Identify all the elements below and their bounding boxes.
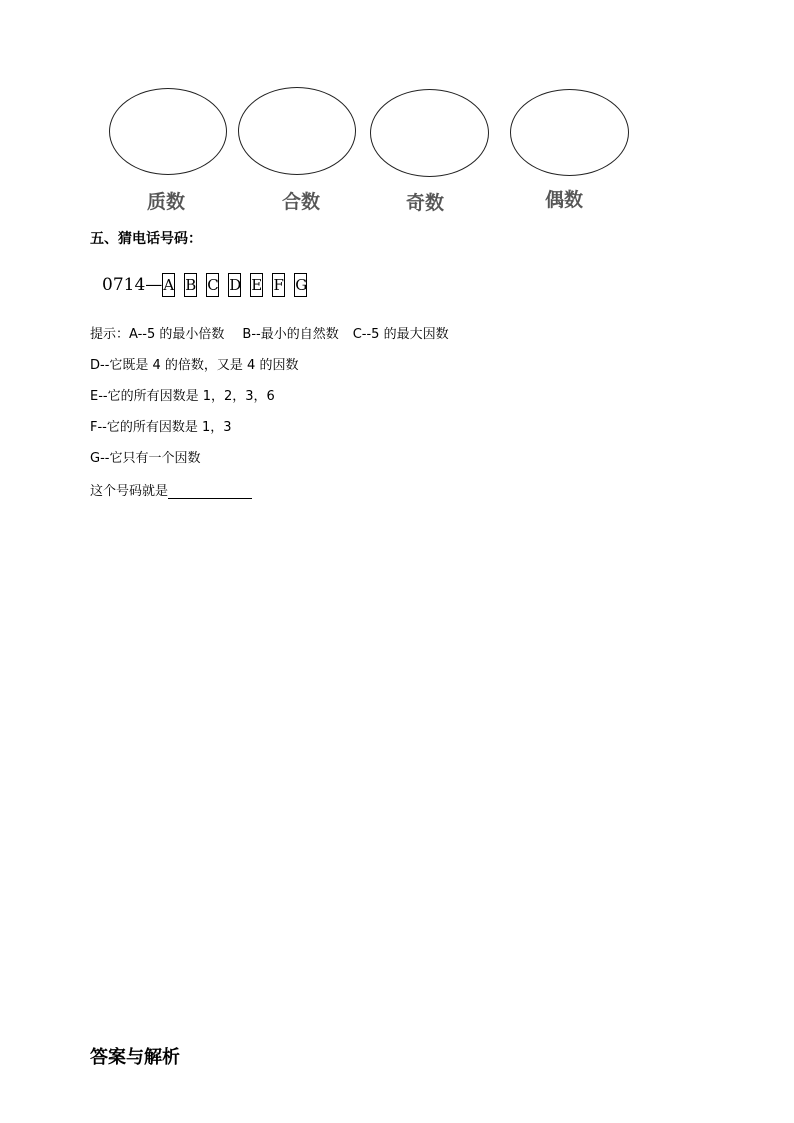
hint-c: C--5 的最大因数 (352, 327, 449, 342)
digit-box-f: F (272, 273, 285, 297)
oval-prime (109, 88, 227, 175)
digit-box-g: G (294, 273, 307, 297)
answer-section-title: 答案与解析 (90, 1047, 180, 1068)
digit-box-d: D (228, 273, 241, 297)
digit-box-a: A (162, 273, 175, 297)
digit-box-b: B (184, 273, 197, 297)
oval-even (510, 89, 629, 176)
hint-a: 提示：A--5 的最小倍数 (90, 327, 225, 342)
hint-f: F--它的所有因数是 1，3 (90, 420, 232, 435)
answer-prompt-line (90, 480, 252, 499)
oval-label-prime: 质数 (147, 191, 186, 213)
oval-label-even: 偶数 (545, 189, 584, 211)
section-title: 五、猜电话号码： (90, 231, 202, 247)
oval-label-composite: 合数 (282, 191, 321, 213)
hint-b: B--最小的自然数 (242, 327, 339, 342)
oval-label-odd: 奇数 (406, 192, 445, 214)
answer-prompt: 这个号码就是 (90, 484, 169, 499)
hint-d: D--它既是 4 的倍数，又是 4 的因数 (90, 358, 299, 373)
oval-odd (370, 89, 489, 177)
oval-composite (238, 87, 356, 175)
phone-number-row (102, 272, 316, 298)
hint-g: G--它只有一个因数 (90, 451, 201, 466)
hint-line-abc (90, 323, 449, 342)
digit-box-e: E (250, 273, 263, 297)
phone-prefix: 0714— (102, 275, 163, 295)
answer-blank[interactable] (168, 484, 252, 499)
hint-e: E--它的所有因数是 1，2，3，6 (90, 389, 275, 404)
digit-box-c: C (206, 273, 219, 297)
